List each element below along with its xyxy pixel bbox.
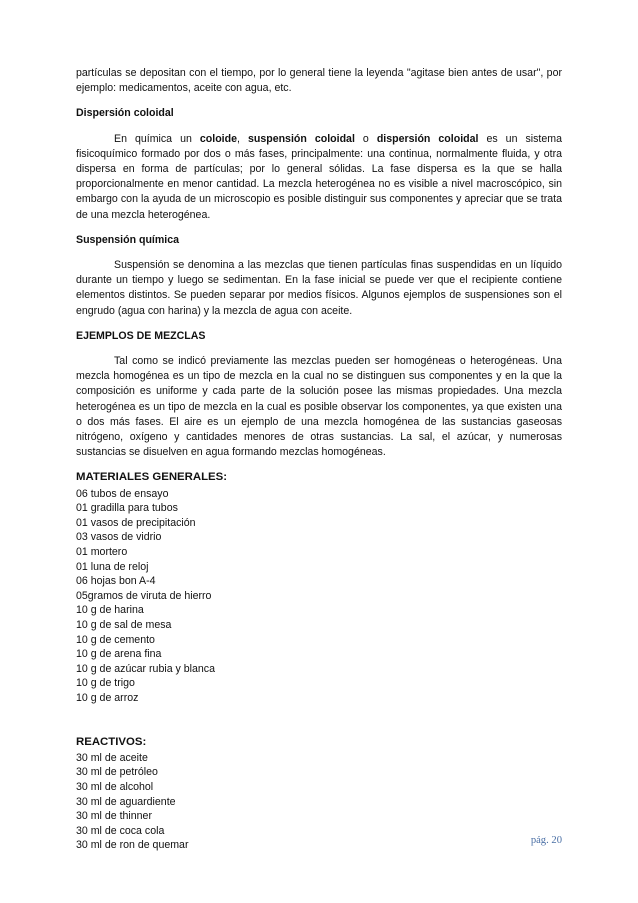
- coloidal-sep1: ,: [237, 132, 248, 145]
- materiales-item: 01 luna de reloj: [76, 560, 149, 573]
- reactivos-item: 30 ml de aceite: [76, 751, 148, 764]
- materiales-item: 01 gradilla para tubos: [76, 502, 178, 515]
- materiales-item: 10 g de cemento: [76, 633, 155, 646]
- materiales-item: 10 g de harina: [76, 604, 144, 617]
- materiales-heading: MATERIALES GENERALES:: [76, 471, 228, 484]
- intro-paragraph: partículas se depositan con el tiempo, por lo general tiene la leyenda "agitase bien antes de usar", por ejemplo: medicamentos, aceite con agua, etc.: [76, 67, 562, 95]
- coloidal-text-rest: es un sistema fisicoquímico formado por dos o más fases, principalmente: una continua, normalmente fluida, y otra dispersa en forma de partículas; por lo general sólidas. La fase dispersa es la que se halla proporcionalmente en menor cantidad. La mezcla heterogénea no es visible a nivel macroscópico, sin embargo con la ayuda de un microscopio es posible distinguir sus componentes y apreciar que se trata de una mezcla heterogénea.: [76, 132, 562, 221]
- reactivos-item: 30 ml de alcohol: [76, 780, 154, 793]
- page-number: pág. 20: [530, 835, 562, 846]
- coloidal-paragraph: [76, 132, 562, 223]
- ejemplos-heading: EJEMPLOS DE MEZCLAS: [76, 329, 206, 342]
- materiales-item: 06 hojas bon A-4: [76, 575, 156, 588]
- materiales-item: 10 g de trigo: [76, 677, 135, 690]
- materiales-item: 10 g de azúcar rubia y blanca: [76, 662, 215, 675]
- materiales-item: 01 mortero: [76, 546, 128, 559]
- suspension-paragraph: Suspensión se denomina a las mezclas que tienen partículas finas suspendidas en un líquido durante un tiempo y luego se sedimentan. En la fase inicial se puede ver que el recipiente contiene elementos distintos. Se pueden separar por medios físicos. Algunos ejemplos de suspensiones son el engrudo (agua con harina) y la mezcla de agua con aceite.: [76, 259, 562, 317]
- term-coloide: coloide: [199, 132, 237, 145]
- reactivos-heading: REACTIVOS:: [76, 735, 147, 748]
- materiales-item: 10 g de sal de mesa: [76, 619, 172, 632]
- coloidal-text-start: En química un: [114, 132, 200, 145]
- materiales-item: 01 vasos de precipitación: [76, 516, 196, 529]
- spacer: [76, 706, 562, 725]
- coloidal-heading: Dispersión coloidal: [76, 107, 174, 120]
- reactivos-item: 30 ml de coca cola: [76, 824, 165, 837]
- materiales-item: 03 vasos de vidrio: [76, 531, 162, 544]
- term-suspension-coloidal: suspensión coloidal: [247, 132, 355, 145]
- document-page: [76, 66, 562, 853]
- materiales-item: 10 g de arena fina: [76, 648, 162, 661]
- reactivos-list: [76, 751, 562, 853]
- reactivos-item: 30 ml de aguardiente: [76, 795, 176, 808]
- reactivos-item: 30 ml de petróleo: [76, 766, 158, 779]
- materiales-item: 06 tubos de ensayo: [76, 487, 169, 500]
- materiales-item: 10 g de arroz: [76, 691, 139, 704]
- suspension-heading: Suspensión química: [76, 233, 180, 246]
- term-dispersion-coloidal: dispersión coloidal: [376, 132, 479, 145]
- coloidal-sep2: o: [354, 132, 377, 145]
- reactivos-item: 30 ml de thinner: [76, 810, 152, 823]
- ejemplos-paragraph: Tal como se indicó previamente las mezclas pueden ser homogéneas o heterogéneas. Una mezcla homogénea es un tipo de mezcla en la cual no se distinguen sus componentes y en la que la composición es uniforme y cada parte de la solución posee las mismas propiedades. Una mezcla heterogénea es un tipo de mezcla en la cual es posible observar los componentes, ya que existen una o dos más fases. El aire es un ejemplo de una mezcla homogénea de las sustancias gaseosas nitrógeno, oxígeno y cantidades menores de otras sustancias. La sal, el azúcar, y numerosas sustancias se disuelven en agua formando mezclas homogéneas.: [76, 355, 562, 459]
- materiales-item: 05gramos de viruta de hierro: [76, 589, 212, 602]
- reactivos-item: 30 ml de ron de quemar: [76, 839, 189, 852]
- materiales-list: [76, 487, 562, 706]
